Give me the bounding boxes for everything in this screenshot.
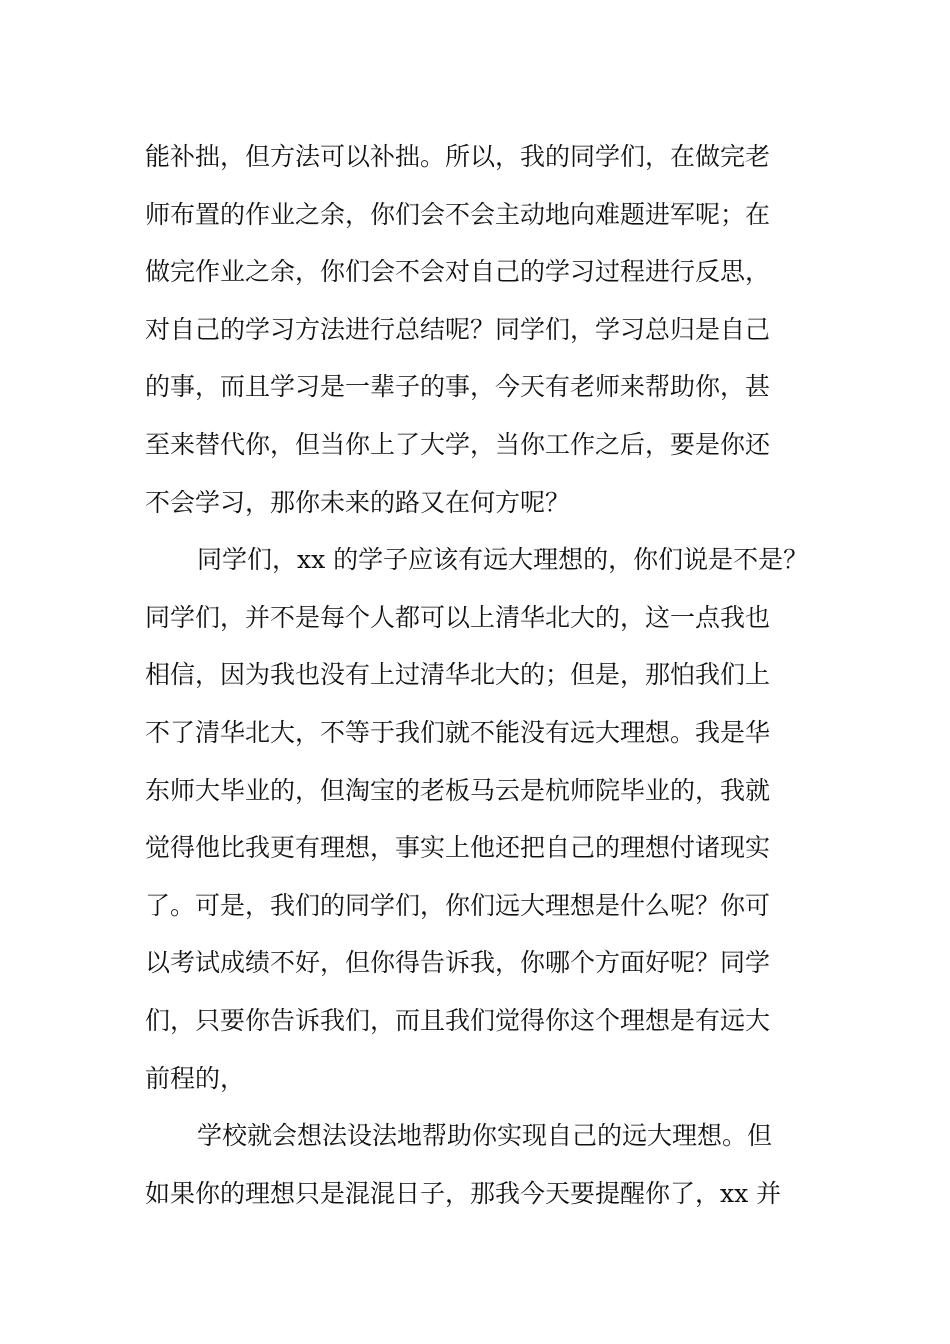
text-line: 们，只要你告诉我们，而且我们觉得你这个理想是有远大	[145, 1005, 771, 1035]
text-line: 至来替代你，但当你上了大学，当你工作之后，要是你还	[145, 429, 771, 459]
text-line: 不会学习，那你未来的路又在何方呢？	[145, 487, 571, 517]
text-line: 前程的，	[145, 1063, 246, 1093]
text-line: 能补拙，但方法可以补拙。所以，我的同学们，在做完老	[145, 142, 771, 171]
text-line: 不了清华北大，不等于我们就不能没有远大理想。我是华	[145, 717, 771, 747]
text-line: 觉得他比我更有理想，事实上他还把自己的理想付诸现实	[145, 833, 771, 863]
text-line: 东师大毕业的，但淘宝的老板马云是杭师院毕业的，我就	[145, 775, 771, 805]
text-line: 以考试成绩不好，但你得告诉我，你哪个方面好呢？同学	[145, 948, 771, 978]
body-text	[145, 128, 845, 1222]
paragraph-start-line: 同学们，xx 的学子应该有远大理想的，你们说是不是？	[197, 545, 809, 575]
text-line: 做完作业之余，你们会不会对自己的学习过程进行反思，	[145, 257, 771, 287]
text-line: 同学们，并不是每个人都可以上清华北大的，这一点我也	[145, 602, 771, 632]
text-line: 师布置的作业之余，你们会不会主动地向难题进军呢；在	[145, 199, 771, 229]
text-line: 的事，而且学习是一辈子的事，今天有老师来帮助你，甚	[145, 372, 771, 402]
paragraph-start-line: 学校就会想法设法地帮助你实现自己的远大理想。但	[197, 1121, 773, 1151]
text-line: 相信，因为我也没有上过清华北大的；但是，那怕我们上	[145, 660, 771, 690]
text-line: 如果你的理想只是混混日子，那我今天要提醒你了，xx 并	[145, 1178, 782, 1208]
text-line: 对自己的学习方法进行总结呢？同学们，学习总归是自己	[145, 314, 771, 344]
text-line: 了。可是，我们的同学们，你们远大理想是什么呢？你可	[145, 890, 771, 920]
